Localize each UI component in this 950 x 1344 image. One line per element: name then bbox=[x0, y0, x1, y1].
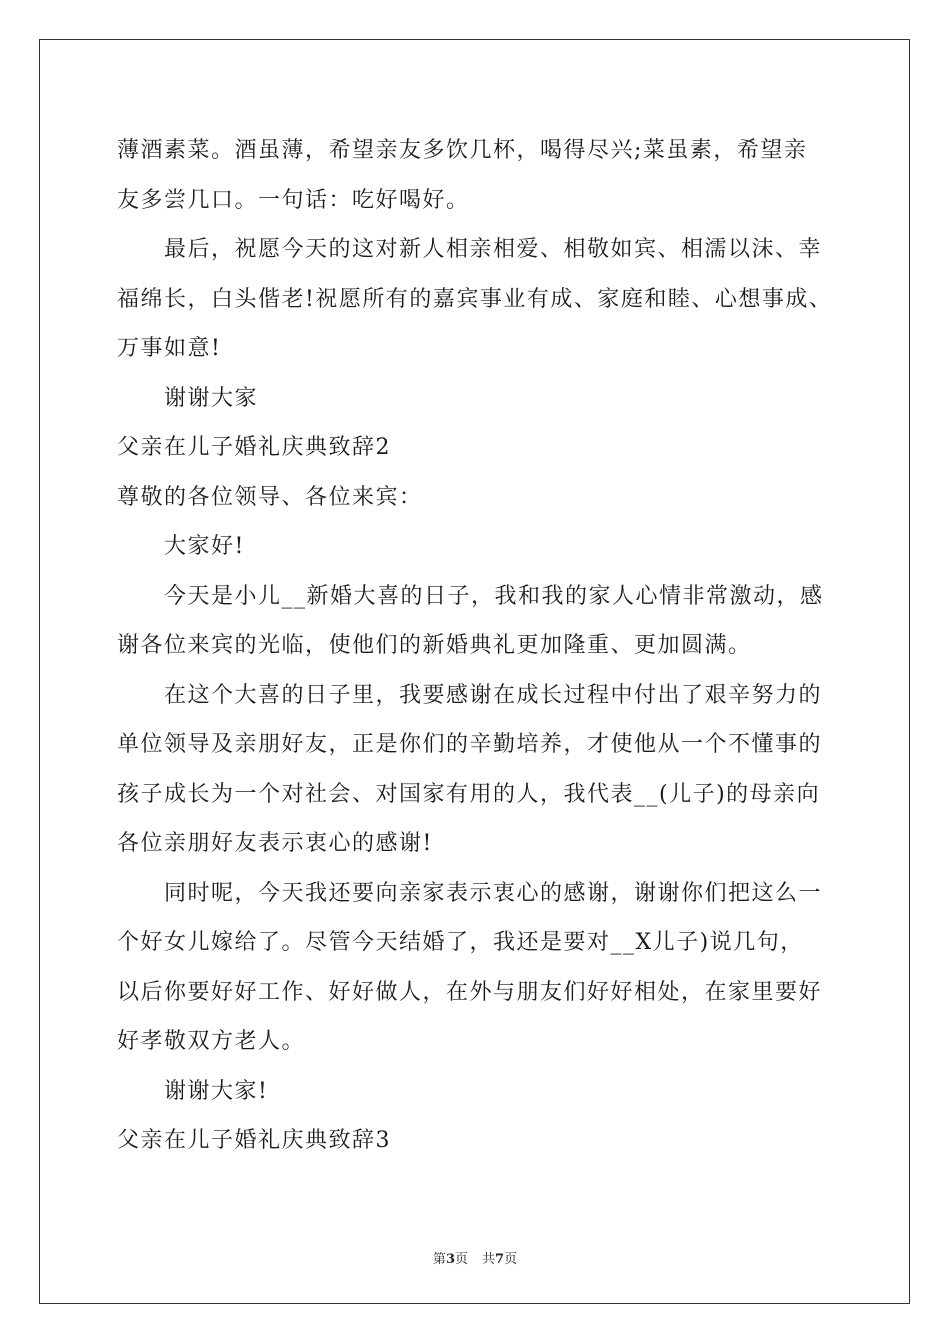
text-line: 谢谢大家! bbox=[164, 1078, 269, 1104]
text-line: 在这个大喜的日子里，我要感谢在成长过程中付出了艰辛努力的 bbox=[164, 682, 823, 708]
text-line: 孩子成长为一个对社会、对国家有用的人，我代表__(儿子)的母亲向 bbox=[117, 781, 821, 807]
text-line: 各位亲朋好友表示衷心的感谢! bbox=[117, 831, 433, 856]
text-line: 单位领导及亲朋好友，正是你们的辛勤培养，才使他从一个不懂事的 bbox=[117, 732, 823, 757]
document-body bbox=[117, 126, 857, 1166]
page-total-label: 共7页 bbox=[482, 1252, 518, 1267]
text-line: 好孝敬双方老人。 bbox=[117, 1029, 306, 1054]
text-line: 最后，祝愿今天的这对新人相亲相爱、相敬如宾、相濡以沫、幸 bbox=[164, 237, 823, 262]
text-line: 友多尝几口。一句话：吃好喝好。 bbox=[117, 187, 470, 213]
page-number-label: 第3页 bbox=[432, 1252, 468, 1267]
salutation: 尊敬的各位领导、各位来宾： bbox=[117, 484, 423, 510]
text-line: 大家好! bbox=[164, 534, 245, 559]
text-line: 薄酒素菜。酒虽薄，希望亲友多饮几杯，喝得尽兴;菜虽素，希望亲 bbox=[117, 138, 808, 163]
text-line: 万事如意! bbox=[117, 336, 222, 361]
section-heading: 父亲在儿子婚礼庆典致辞3 bbox=[117, 1128, 391, 1153]
section-heading: 父亲在儿子婚礼庆典致辞2 bbox=[117, 435, 391, 460]
text-line: 谢各位来宾的光临，使他们的新婚典礼更加隆重、更加圆满。 bbox=[117, 633, 752, 658]
text-line: 以后你要好好工作、好好做人，在外与朋友们好好相处，在家里要好 bbox=[117, 979, 823, 1005]
text-line: 同时呢，今天我还要向亲家表示衷心的感谢，谢谢你们把这么一 bbox=[164, 880, 823, 906]
text-line: 谢谢大家 bbox=[164, 385, 259, 411]
text-line: 个好女儿嫁给了。尽管今天结婚了，我还是要对__X儿子)说几句， bbox=[117, 930, 804, 955]
text-line: 今天是小儿__新婚大喜的日子，我和我的家人心情非常激动，感 bbox=[164, 583, 824, 609]
page-footer bbox=[0, 1248, 950, 1267]
text-line: 福绵长，白头偕老!祝愿所有的嘉宾事业有成、家庭和睦、心想事成、 bbox=[117, 286, 833, 312]
